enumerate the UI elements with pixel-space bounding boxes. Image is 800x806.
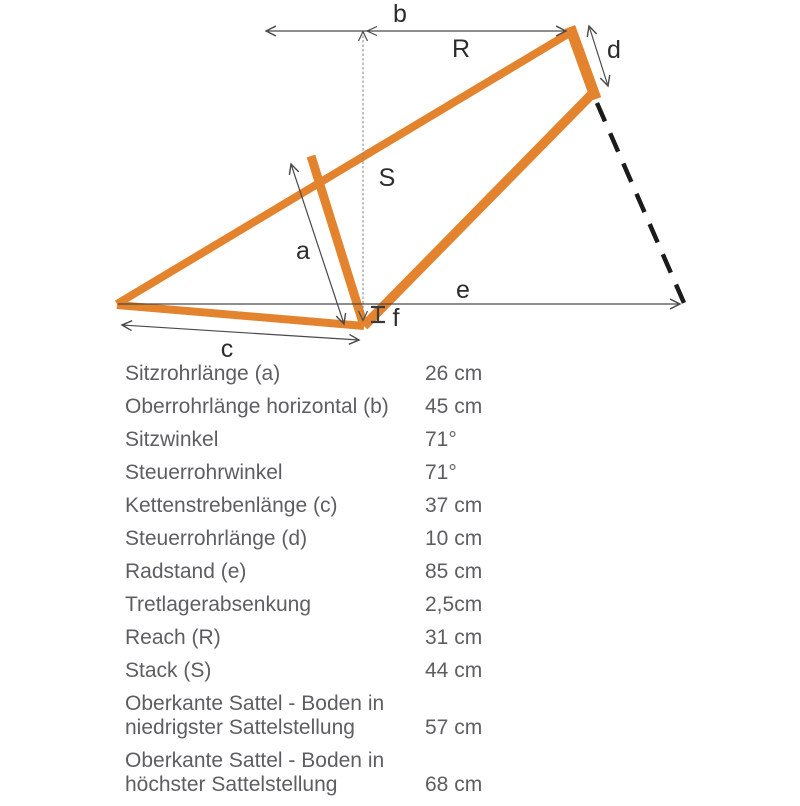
label-d: d xyxy=(607,36,621,64)
spec-row xyxy=(125,494,745,518)
spec-value: 85 cm xyxy=(425,560,483,583)
spec-row xyxy=(125,749,745,797)
frame-geometry-diagram xyxy=(0,0,800,362)
spec-value: 68 cm xyxy=(425,773,483,796)
spec-value: 2,5cm xyxy=(425,593,483,616)
label-e: e xyxy=(456,276,470,304)
label-f: f xyxy=(392,304,400,332)
spec-label: Steuerrohrlänge (d) xyxy=(125,527,308,550)
label-b: b xyxy=(393,0,407,28)
spec-value: 44 cm xyxy=(425,659,483,682)
chainstay-tube xyxy=(117,305,364,326)
label-stack: S xyxy=(378,164,396,192)
spec-row xyxy=(125,362,745,386)
spec-value: 37 cm xyxy=(425,494,483,517)
spec-row xyxy=(125,692,745,740)
spec-label: Reach (R) xyxy=(125,626,221,649)
spec-label: Stack (S) xyxy=(125,659,212,682)
spec-label: Oberkante Sattel - Boden in höchster Sattelstellung xyxy=(125,749,385,796)
spec-value: 71° xyxy=(425,428,457,451)
spec-value: 71° xyxy=(425,461,457,484)
spec-label: Radstand (e) xyxy=(125,560,247,583)
spec-label: Tretlagerabsenkung xyxy=(125,593,312,616)
spec-label: Sitzrohrlänge (a) xyxy=(125,362,281,385)
label-reach: R xyxy=(451,35,471,63)
spec-value: 45 cm xyxy=(425,395,483,418)
down-tube xyxy=(364,94,592,326)
spec-row xyxy=(125,461,745,485)
spec-row xyxy=(125,428,745,452)
spec-label: Oberrohrlänge horizontal (b) xyxy=(125,395,389,418)
spec-label: Kettenstrebenlänge (c) xyxy=(125,494,338,517)
label-a: a xyxy=(296,237,310,265)
spec-value: 31 cm xyxy=(425,626,483,649)
seat-tube xyxy=(311,156,364,326)
spec-label: Sitzwinkel xyxy=(125,428,219,451)
spec-label: Steuerrohrwinkel xyxy=(125,461,283,484)
spec-value: 10 cm xyxy=(425,527,483,550)
spec-value: 26 cm xyxy=(425,362,483,385)
spec-row xyxy=(125,560,745,584)
spec-row xyxy=(125,395,745,419)
spec-row xyxy=(125,659,745,683)
fork-dashed-line xyxy=(597,103,684,303)
spec-row xyxy=(125,593,745,617)
geometry-spec-table xyxy=(125,362,745,806)
label-c: c xyxy=(220,335,234,362)
spec-row xyxy=(125,626,745,650)
spec-value: 57 cm xyxy=(425,716,483,739)
spec-row xyxy=(125,527,745,551)
head-tube xyxy=(570,27,596,99)
spec-label: Oberkante Sattel - Boden in niedrigster Sattelstellung xyxy=(125,692,385,739)
dimension-line-c xyxy=(122,325,359,340)
